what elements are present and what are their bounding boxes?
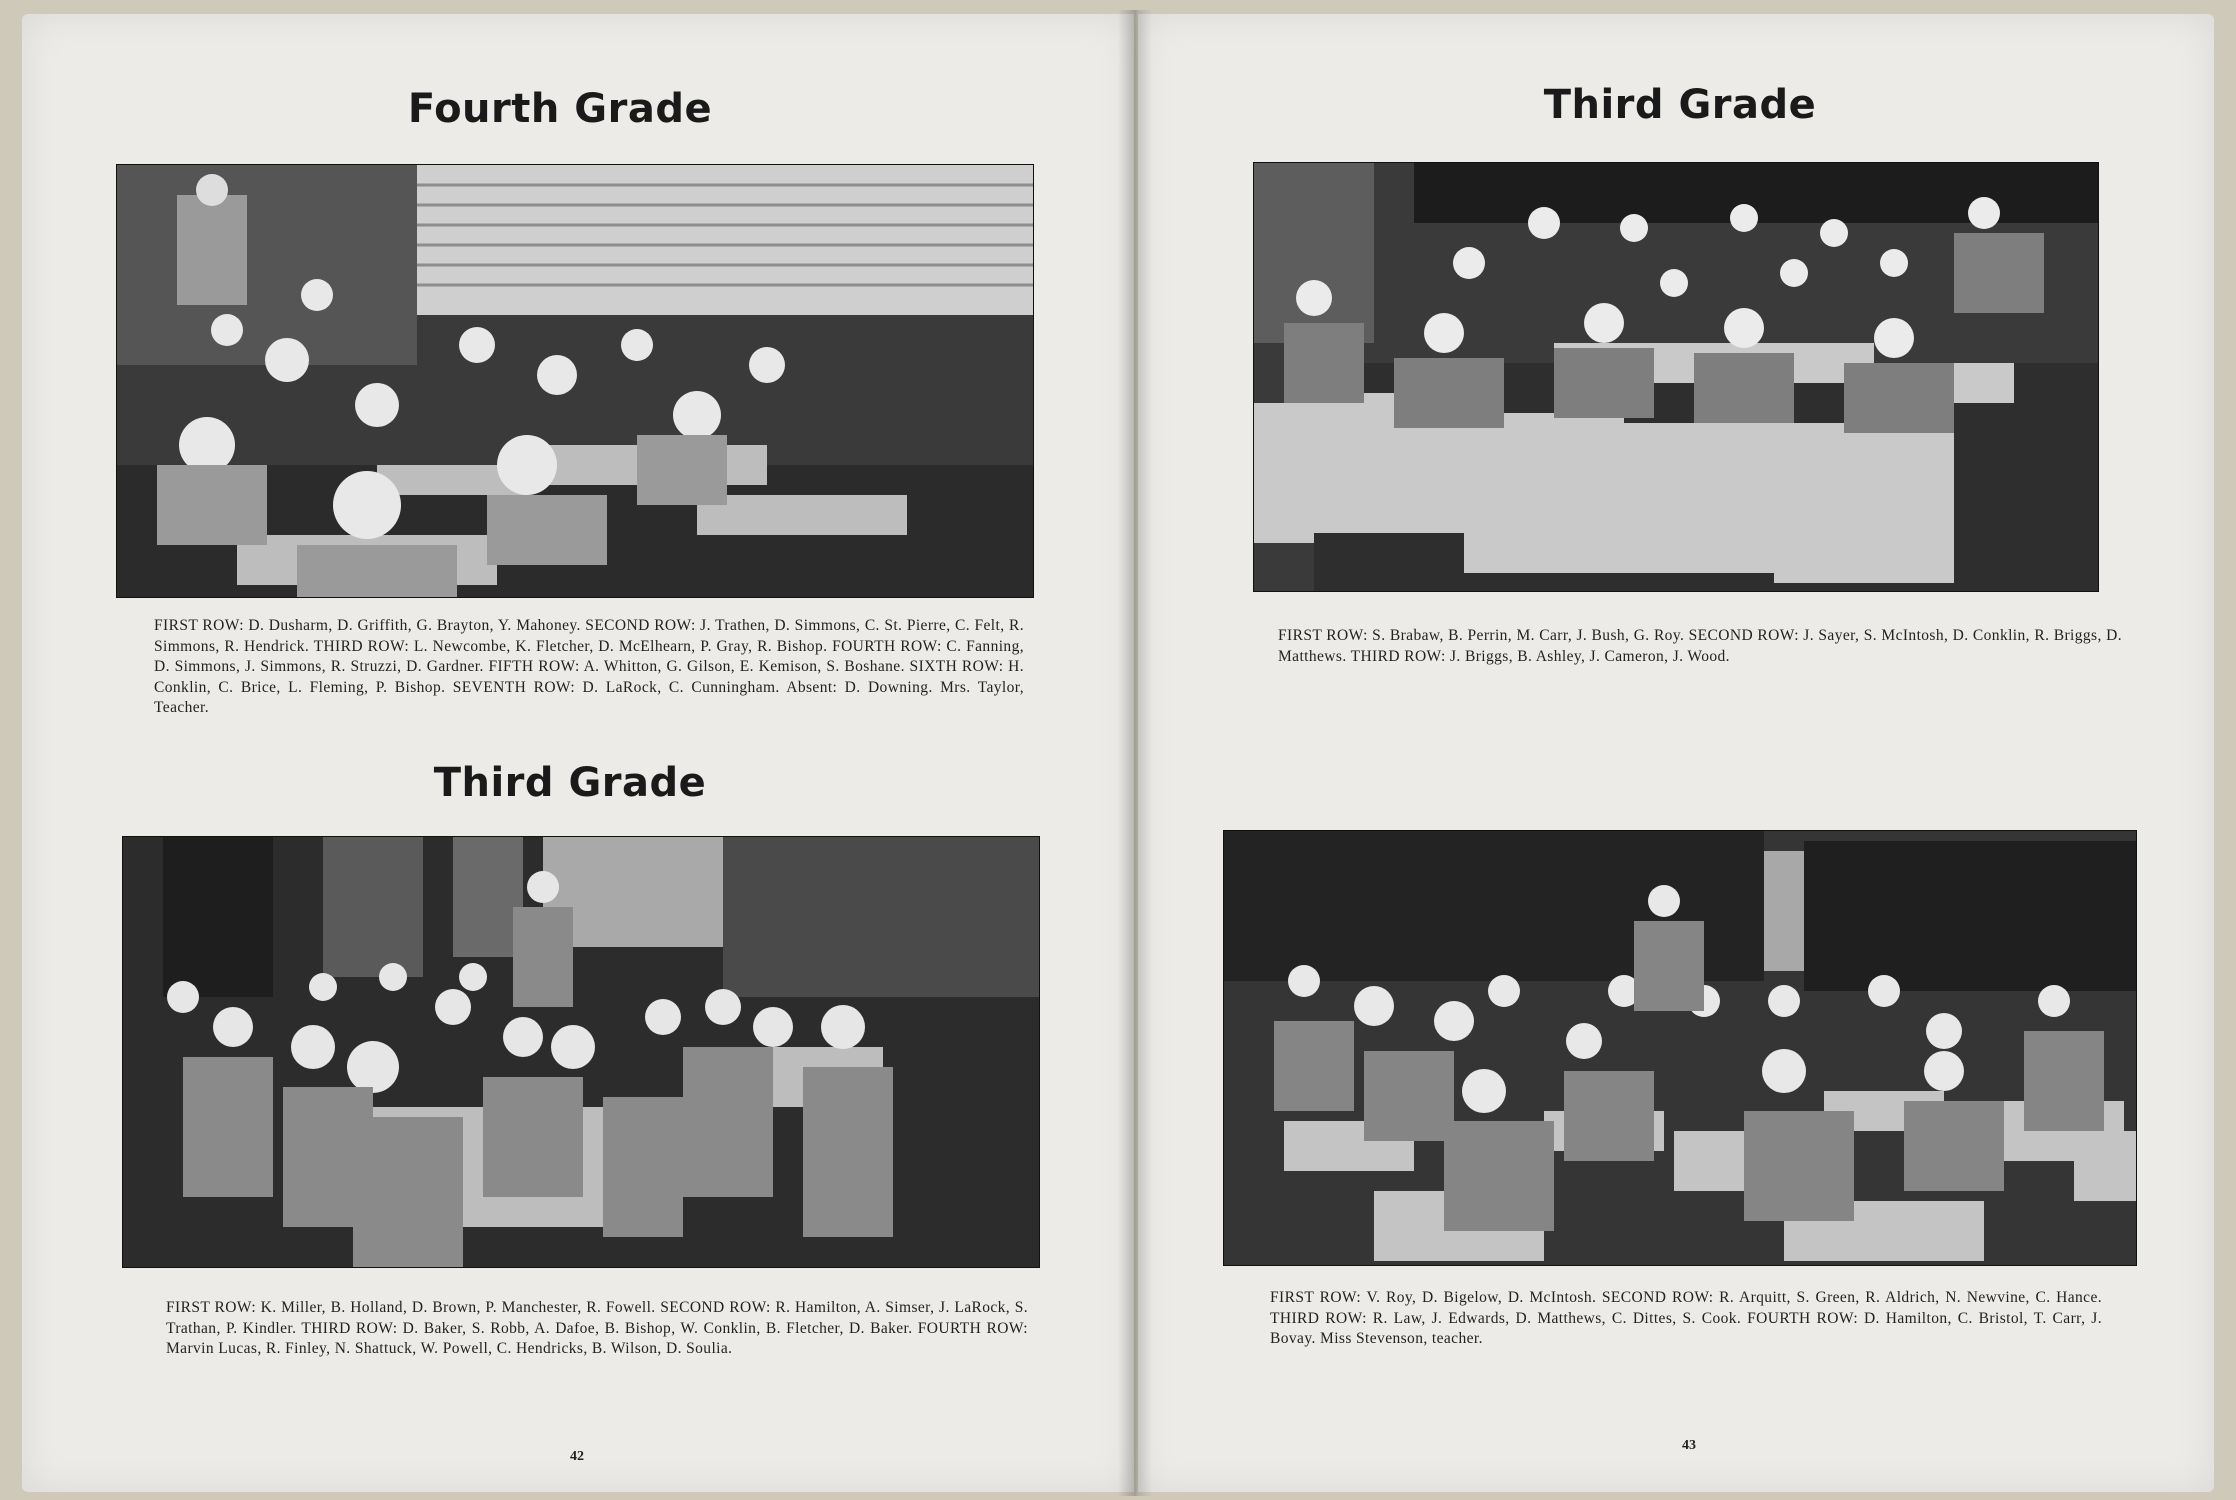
left-top-caption: FIRST ROW: D. Dusharm, D. Griffith, G. Brayton, Y. Mahoney. SECOND ROW: J. Trathen, D. Simmons, C. St. Pierre, C. Felt, R. Simmons, R. Hendrick. THIRD ROW: L. Newcombe, K. Fletcher, D. McElhearn, P. Gray, R. Bishop. FOURTH ROW: C. Fanning, D. Simmons, J. Simmons, R. Struzzi, D. Gardner. FIFTH ROW: A. Whitton, G. Gilson, E. Kemison, S. Boshane. SIXTH ROW: H. Conklin, C. Brice, L. Fleming, P. Bishop. SEVENTH ROW: D. LaRock, C. Cunningham. Absent: D. Downing. Mrs. Taylor, Teacher. — [154, 617, 1024, 716]
third-grade-class-photo-right-top — [1253, 162, 2099, 592]
left-page — [22, 14, 1134, 1492]
right-top-heading: Third Grade — [1543, 82, 1817, 128]
page-number-left: 42 — [570, 1449, 584, 1464]
classroom-photo-illustration — [1254, 163, 2098, 591]
left-top-heading: Fourth Grade — [407, 86, 713, 132]
right-top-caption: FIRST ROW: S. Brabaw, B. Perrin, M. Carr, J. Bush, G. Roy. SECOND ROW: J. Sayer, S. McIntosh, D. Conklin, R. Briggs, D. Matthews. THIRD ROW: J. Briggs, B. Ashley, J. Cameron, J. Wood. — [1278, 627, 2122, 665]
right-bottom-caption: FIRST ROW: V. Roy, D. Bigelow, D. McIntosh. SECOND ROW: R. Arquitt, S. Green, R. Aldrich, N. Newvine, C. Hance. THIRD ROW: R. Law, J. Edwards, D. Matthews, C. Dittes, S. Cook. FOURTH ROW: D. Hamilton, C. Bristol, T. Carr, J. Bovay. Miss Stevenson, teacher. — [1270, 1289, 2102, 1347]
classroom-photo-illustration — [123, 837, 1039, 1267]
left-bottom-heading: Third Grade — [433, 760, 707, 806]
third-grade-class-photo-right-bottom — [1223, 830, 2137, 1266]
classroom-photo-illustration — [1224, 831, 2136, 1265]
left-bottom-caption: FIRST ROW: K. Miller, B. Holland, D. Brown, P. Manchester, R. Fowell. SECOND ROW: R. Hamilton, A. Simser, J. LaRock, S. Trathan, P. Kindler. THIRD ROW: D. Baker, S. Robb, A. Dafoe, B. Bishop, W. Conklin, B. Fletcher, D. Baker. FOURTH ROW: Marvin Lucas, R. Finley, N. Shattuck, W. Powell, C. Hendricks, B. Wilson, D. Soulia. — [166, 1299, 1028, 1357]
fourth-grade-class-photo — [116, 164, 1034, 598]
right-page — [1138, 14, 2214, 1492]
third-grade-class-photo-left — [122, 836, 1040, 1268]
page-number-right: 43 — [1682, 1438, 1696, 1453]
classroom-photo-illustration — [117, 165, 1033, 597]
